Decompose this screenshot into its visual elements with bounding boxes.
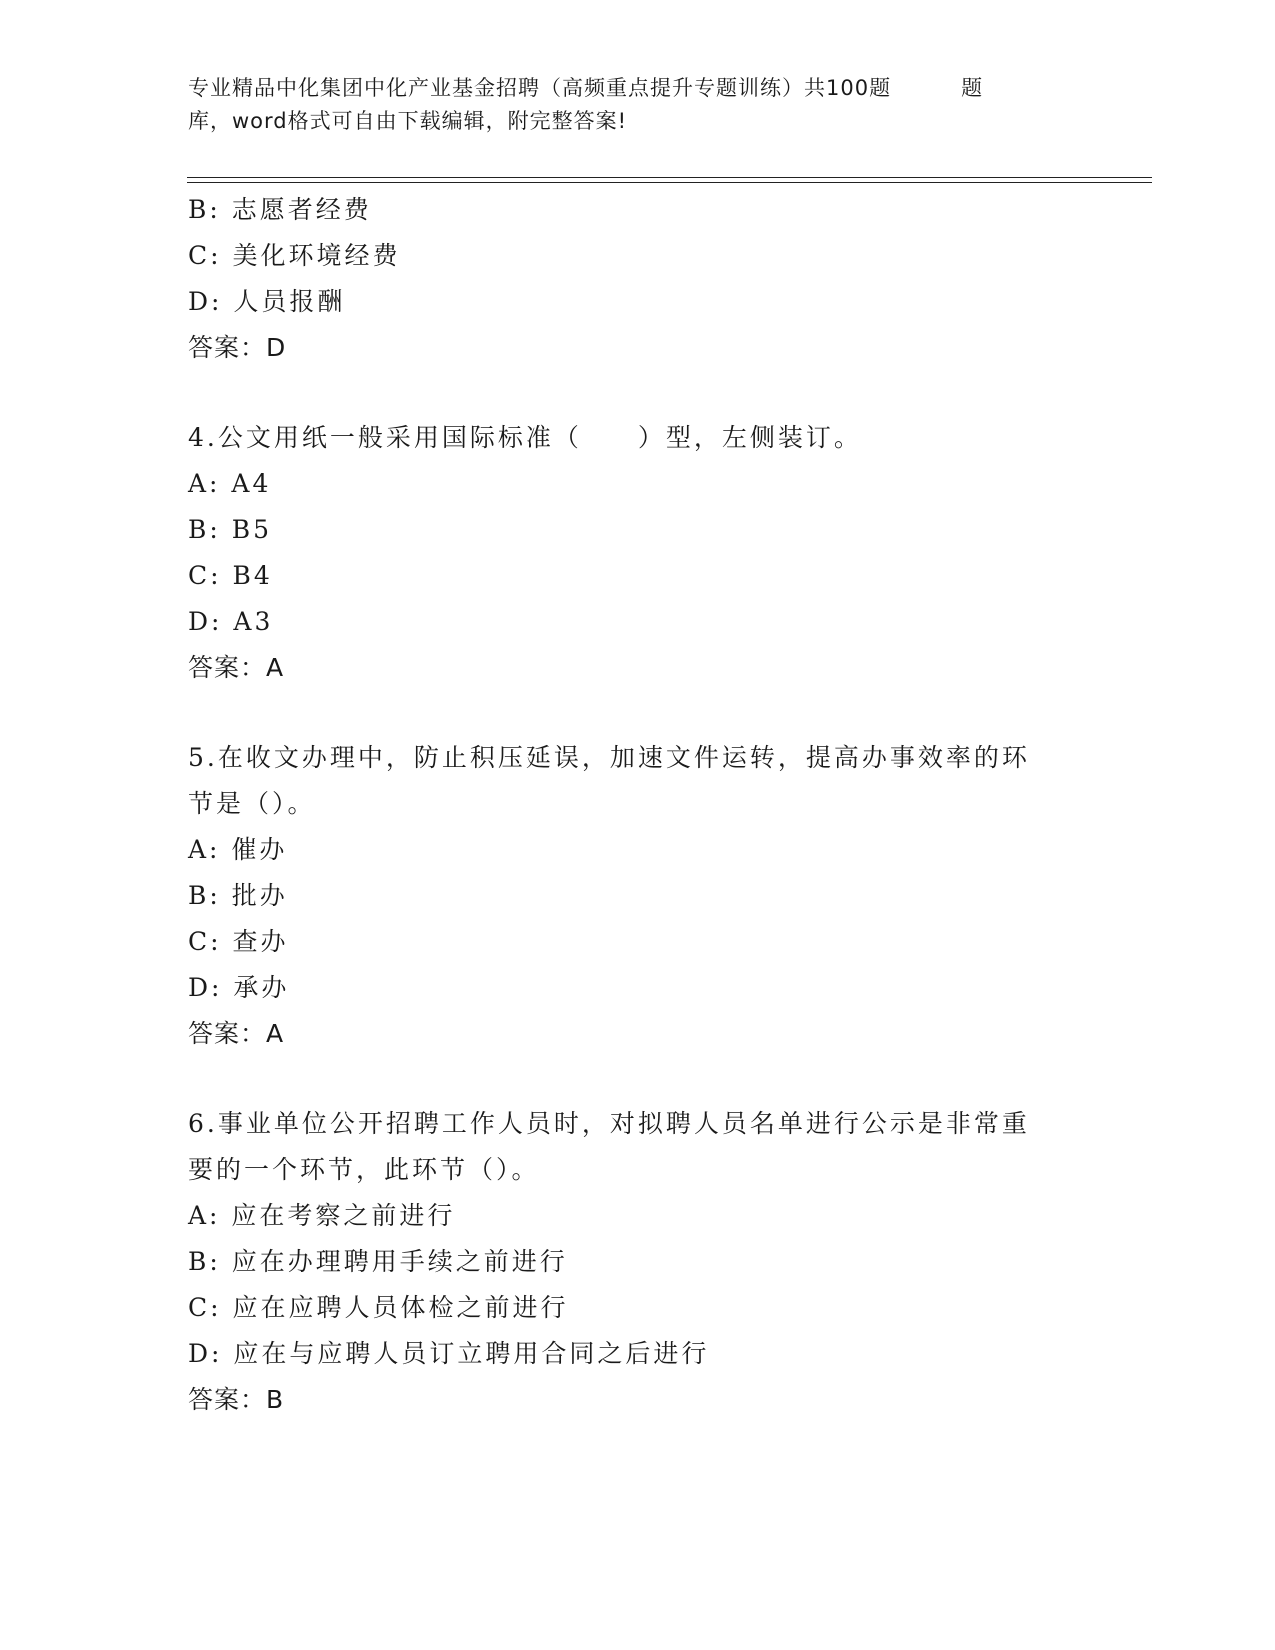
answer-line: 答案：B <box>188 1385 285 1414</box>
question-4 <box>188 415 1088 691</box>
question-3 <box>188 187 1088 371</box>
answer-line: 答案：D <box>188 333 287 362</box>
option-b: B: 志愿者经费 <box>188 195 372 224</box>
question-5 <box>188 735 1088 1057</box>
option-c: C: 美化环境经费 <box>188 241 401 270</box>
option-b: B: 批办 <box>188 881 288 910</box>
question-stem: 4.公文用纸一般采用国际标准（ ）型，左侧装订。 <box>188 423 862 452</box>
option-a: A: A4 <box>188 469 272 498</box>
header-divider-top <box>187 177 1152 178</box>
question-content <box>188 187 1088 1423</box>
header-line-1 <box>188 72 1088 105</box>
header-title-tail: 题 <box>961 76 984 100</box>
question-stem-line-2: 节是（）。 <box>188 789 316 818</box>
option-a: A: 催办 <box>188 835 288 864</box>
question-stem-line-1: 6.事业单位公开招聘工作人员时，对拟聘人员名单进行公示是非常重 <box>188 1109 1030 1138</box>
option-d: D: 承办 <box>188 973 290 1002</box>
answer-line: 答案：A <box>188 653 285 682</box>
option-b: B: 应在办理聘用手续之前进行 <box>188 1247 568 1276</box>
option-c: C: 查办 <box>188 927 289 956</box>
document-header <box>188 72 1088 138</box>
option-d: D: A3 <box>188 607 274 636</box>
question-stem-line-1: 5.在收文办理中，防止积压延误，加速文件运转，提高办事效率的环 <box>188 743 1030 772</box>
header-line-2: 库，word格式可自由下载编辑，附完整答案! <box>188 109 628 133</box>
option-b: B: B5 <box>188 515 273 544</box>
option-c: C: B4 <box>188 561 273 590</box>
option-d: D: 人员报酬 <box>188 287 346 316</box>
option-d: D: 应在与应聘人员订立聘用合同之后进行 <box>188 1339 710 1368</box>
header-divider-bottom <box>187 182 1152 183</box>
answer-line: 答案：A <box>188 1019 285 1048</box>
question-6 <box>188 1101 1088 1423</box>
header-title: 专业精品中化集团中化产业基金招聘（高频重点提升专题训练）共100题 <box>188 76 892 100</box>
option-c: C: 应在应聘人员体检之前进行 <box>188 1293 569 1322</box>
question-stem-line-2: 要的一个环节，此环节（）。 <box>188 1155 540 1184</box>
option-a: A: 应在考察之前进行 <box>188 1201 456 1230</box>
